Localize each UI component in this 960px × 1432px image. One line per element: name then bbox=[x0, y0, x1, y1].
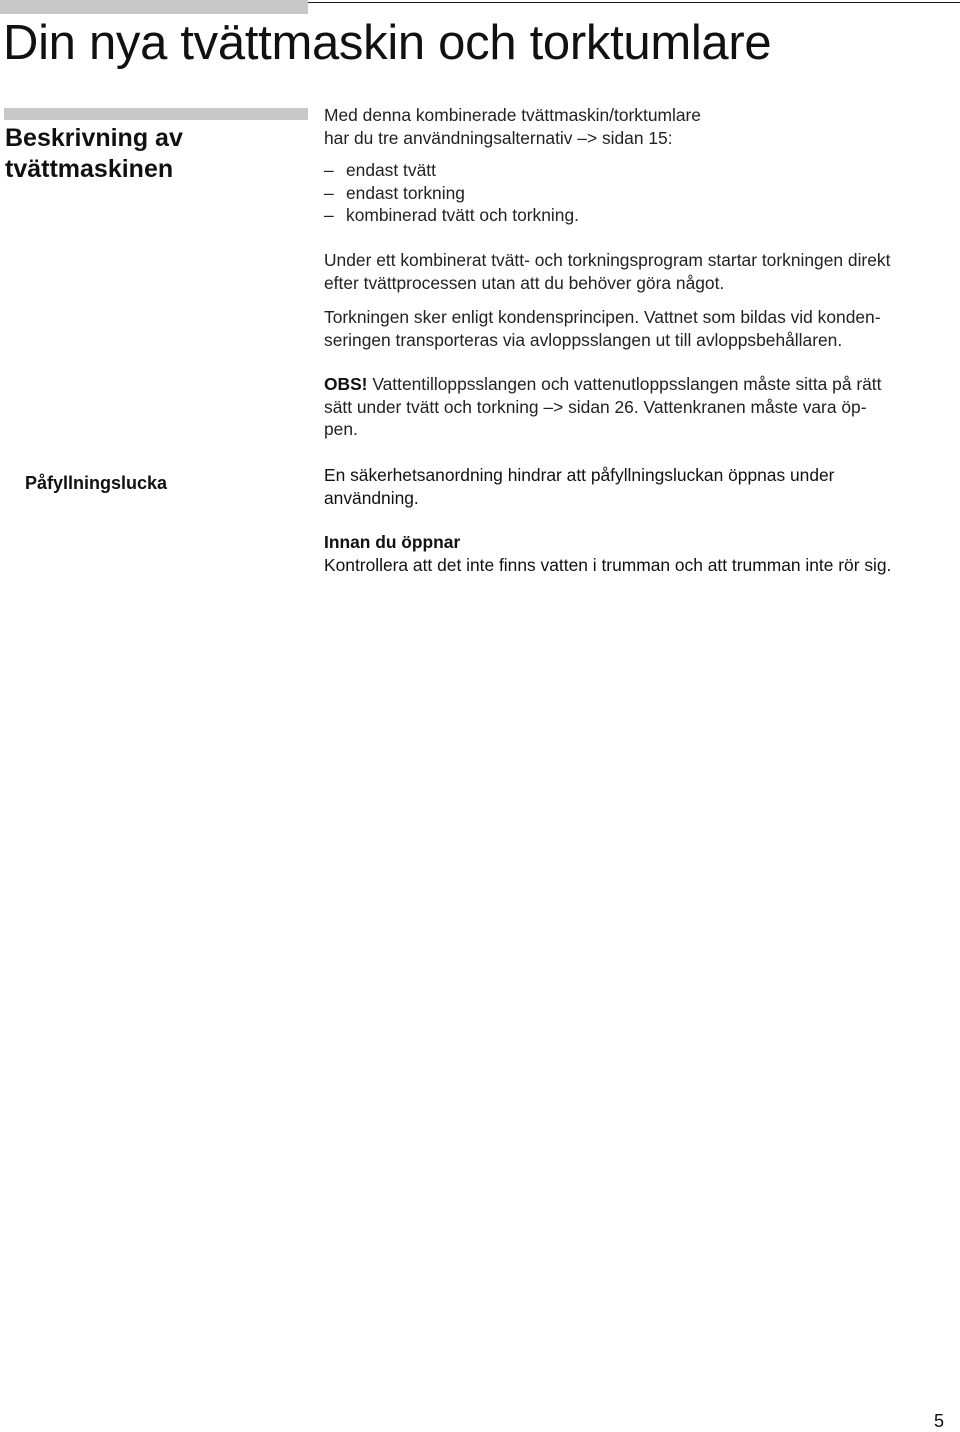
note-line1: Vattentilloppsslangen och vattenutloppsslangen måste sitta på rätt bbox=[367, 374, 882, 394]
door-line1: En säkerhetsanordning hindrar att påfyllningsluckan öppnas under bbox=[324, 465, 835, 485]
list-dash: – bbox=[324, 205, 334, 225]
before-open-heading: Innan du öppnar bbox=[324, 532, 461, 552]
before-open-text: Kontrollera att det inte finns vatten i trumman och att trumman inte rör sig. bbox=[324, 554, 892, 575]
list-item bbox=[324, 159, 954, 182]
para2-line2: seringen transporteras via avloppsslangen ut till avloppsbehållaren. bbox=[324, 329, 843, 350]
list-item-text: endast torkning bbox=[346, 182, 465, 203]
note-line3: pen. bbox=[324, 419, 358, 439]
door-line2: användning. bbox=[324, 487, 419, 508]
list-dash: – bbox=[324, 160, 334, 180]
list-item bbox=[324, 204, 954, 227]
para1-line2: efter tvättprocessen utan att du behöver göra något. bbox=[324, 272, 725, 293]
section-heading-line2: tvättmaskinen bbox=[5, 155, 174, 183]
list-dash: – bbox=[324, 182, 334, 203]
section-heading-line1: Beskrivning av bbox=[5, 124, 183, 152]
section-heading bbox=[5, 123, 183, 185]
intro-paragraph bbox=[324, 104, 954, 149]
combined-program-paragraph bbox=[324, 249, 954, 294]
usage-options-list bbox=[324, 159, 954, 227]
para1-line1: Under ett kombinerat tvätt- och torkningsprogram startar torkningen direkt bbox=[324, 250, 891, 270]
page-title: Din nya tvättmaskin och torktumlare bbox=[3, 16, 772, 70]
note-line2: sätt under tvätt och torkning –> sidan 26. Vattenkranen måste vara öp- bbox=[324, 396, 867, 417]
door-label: Påfyllningslucka bbox=[25, 473, 168, 493]
intro-line1: Med denna kombinerade tvättmaskin/torktumlare bbox=[324, 105, 701, 125]
header-rule bbox=[308, 2, 960, 3]
list-item bbox=[324, 182, 954, 205]
note-label: OBS! bbox=[324, 374, 368, 394]
list-item-text: kombinerad tvätt och torkning. bbox=[346, 205, 579, 225]
header-gray-bar bbox=[0, 0, 308, 14]
list-item-text: endast tvätt bbox=[346, 160, 436, 180]
condensation-paragraph bbox=[324, 306, 954, 351]
section-gray-bar bbox=[4, 108, 308, 120]
intro-line2: har du tre användningsalternativ –> sidan 15: bbox=[324, 127, 673, 148]
door-safety-paragraph bbox=[324, 464, 954, 509]
para2-line1: Torkningen sker enligt kondensprincipen. Vattnet som bildas vid konden- bbox=[324, 307, 881, 327]
note-paragraph bbox=[324, 373, 954, 441]
page-number: 5 bbox=[933, 1411, 944, 1431]
before-open-paragraph bbox=[324, 531, 960, 576]
